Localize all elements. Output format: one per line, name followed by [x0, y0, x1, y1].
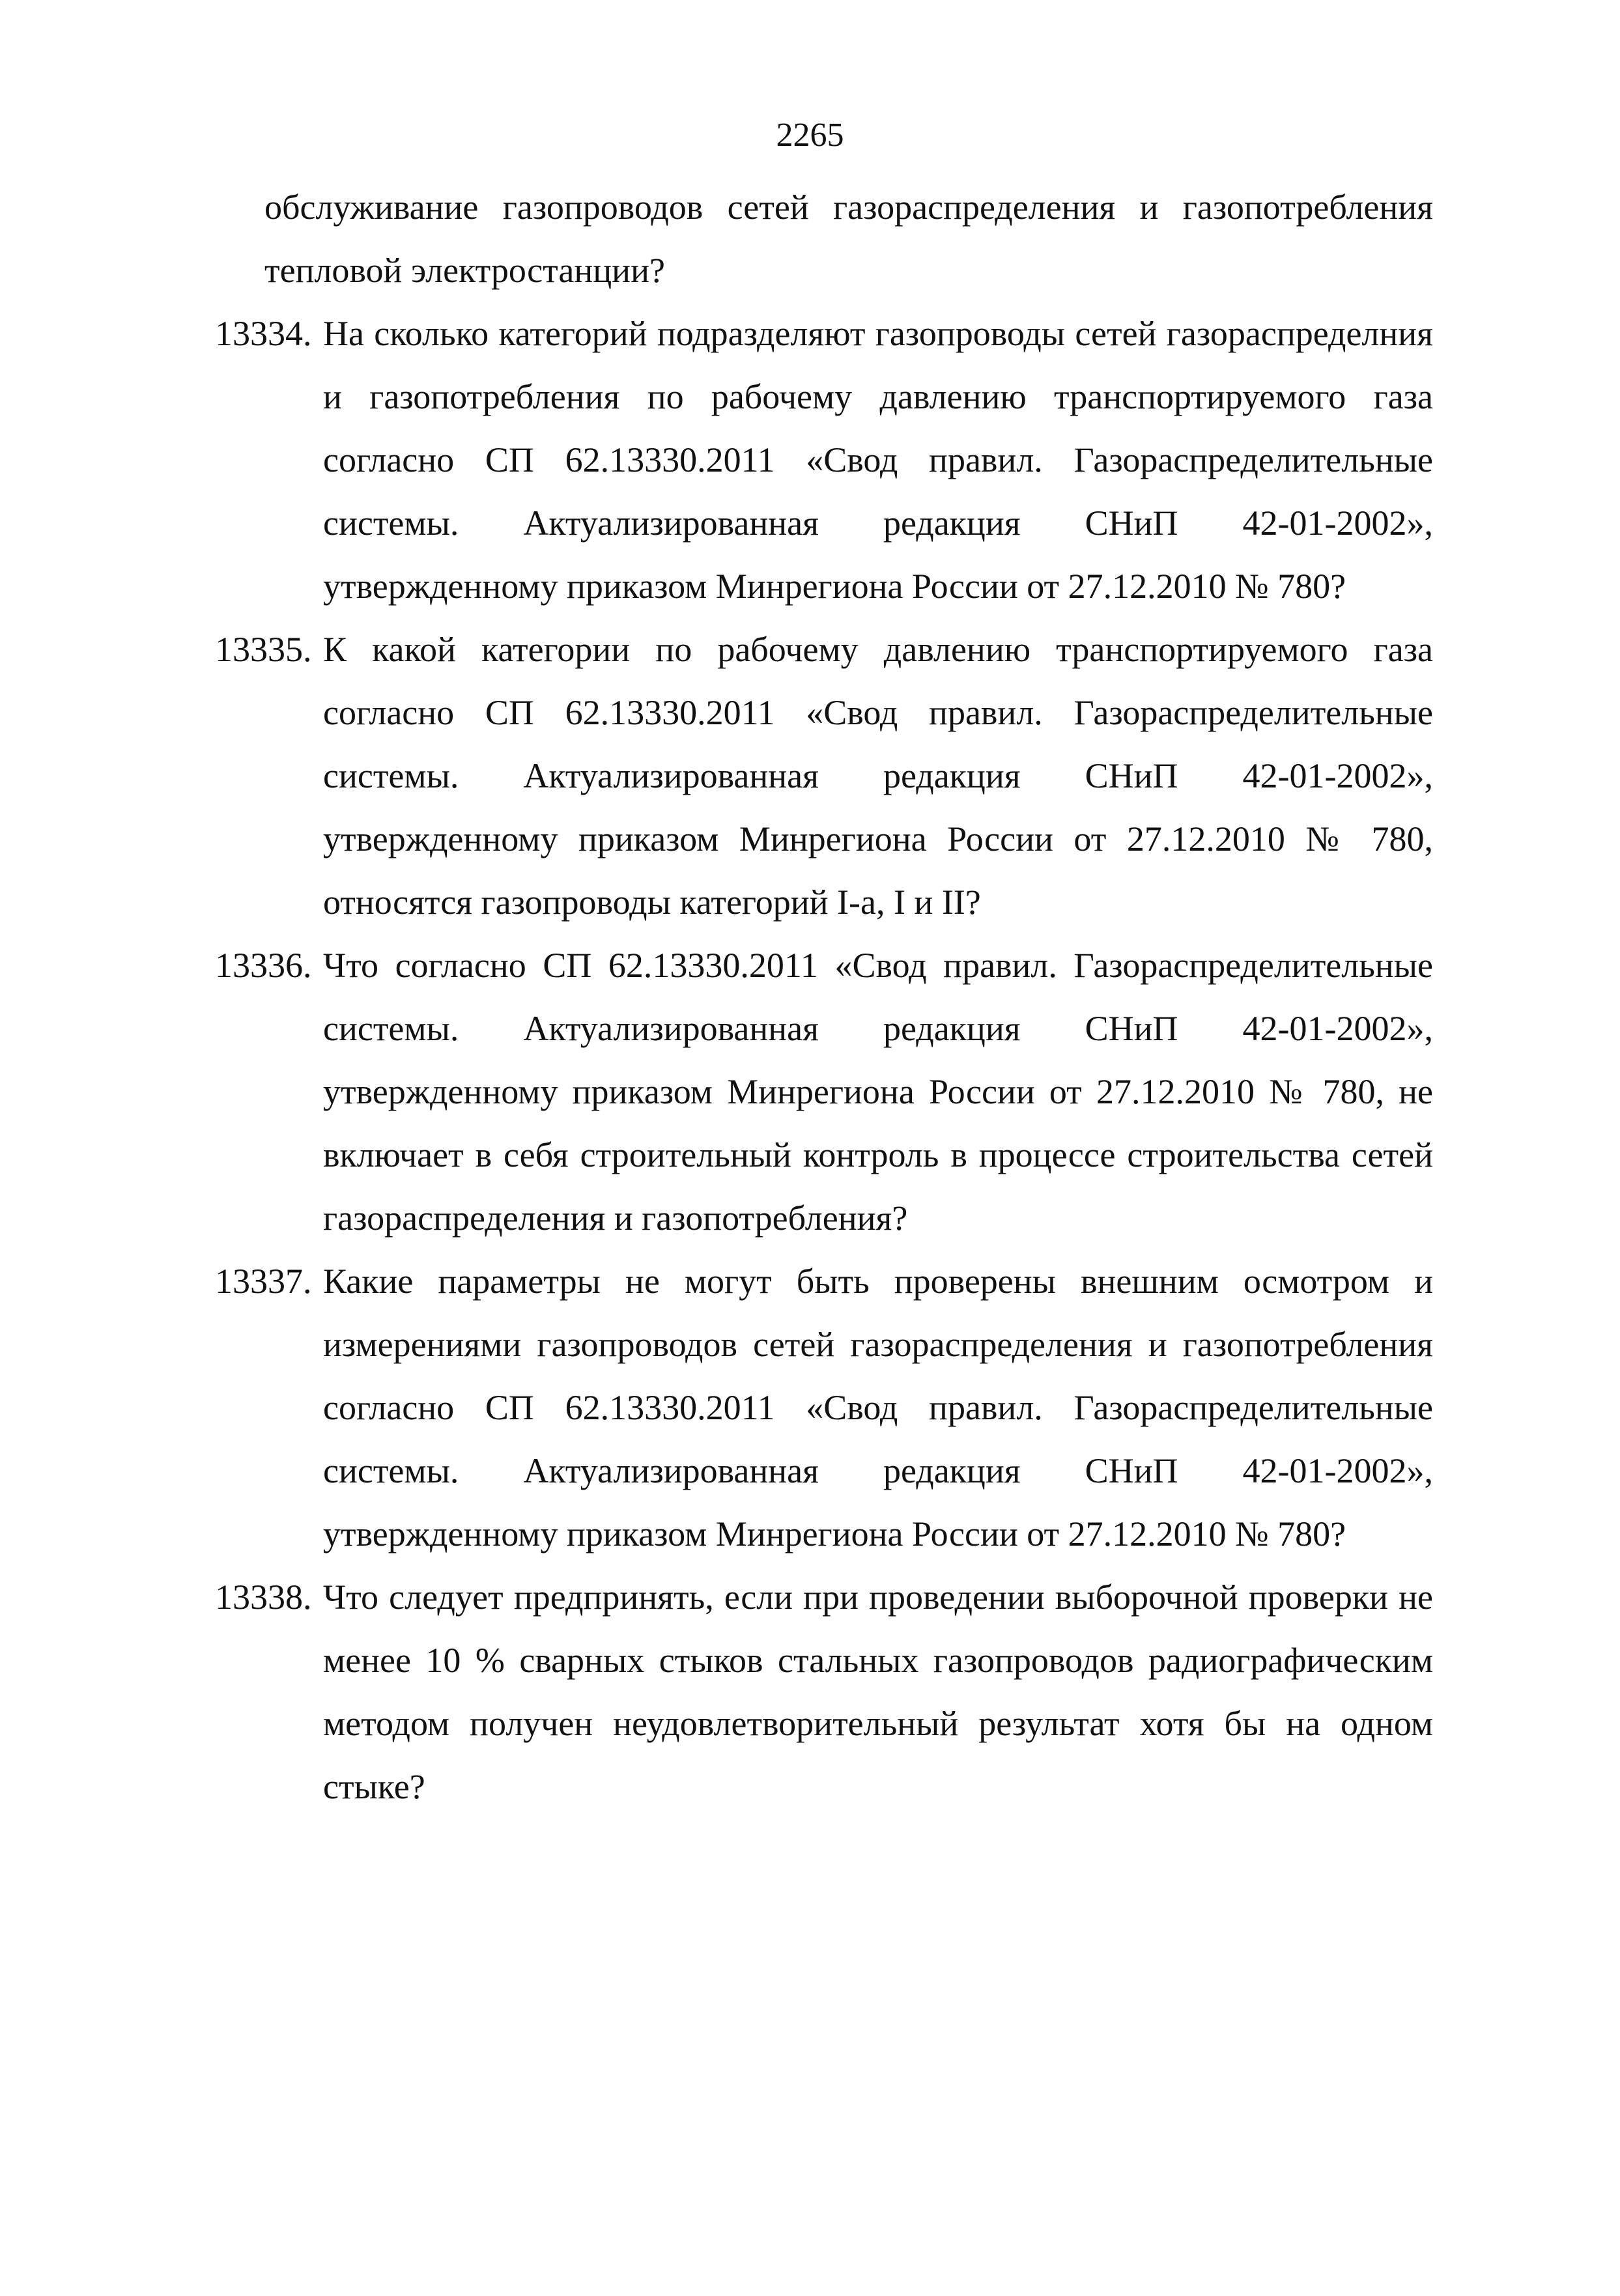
question-text: На сколько категорий подразделяют газопроводы сетей газораспределния и газопотребления по рабочему давлению транспортируемого газа согласно СП 62.13330.2011 «Свод правил. Газораспределительные системы. Актуализированная редакция СНиП 42-01-2002», утвержденному приказом Минрегиона России от 27.12.2010 № 780?: [323, 314, 1433, 606]
question-13337: [215, 1250, 1433, 1566]
question-13338: [215, 1566, 1433, 1819]
question-list: [215, 176, 1433, 1819]
question-text: Что согласно СП 62.13330.2011 «Свод правил. Газораспределительные системы. Актуализированная редакция СНиП 42-01-2002», утвержденному приказом Минрегиона России от 27.12.2010 № 780, не включает в себя строительный контроль в процессе строительства сетей газораспределения и газопотребления?: [323, 946, 1433, 1238]
question-text: Что следует предпринять, если при проведении выборочной проверки не менее 10 % сварных стыков стальных газопроводов радиографическим методом получен неудовлетворительный результат хотя бы на одном стыке?: [323, 1578, 1433, 1806]
question-13336: [215, 934, 1433, 1250]
continued-question-text: обслуживание газопроводов сетей газораспределения и газопотребления тепловой электростанции?: [264, 188, 1433, 290]
question-number: 13336.: [215, 946, 312, 985]
question-text: К какой категории по рабочему давлению транспортируемого газа согласно СП 62.13330.2011 «Свод правил. Газораспределительные системы. Актуализированная редакция СНиП 42-01-2002», утвержденному приказом Минрегиона России от 27.12.2010 № 780, относятся газопроводы категорий I-а, I и II?: [323, 630, 1433, 922]
question-text: Какие параметры не могут быть проверены внешним осмотром и измерениями газопроводов сетей газораспределения и газопотребления согласно СП 62.13330.2011 «Свод правил. Газораспределительные системы. Актуализированная редакция СНиП 42-01-2002», утвержденному приказом Минрегиона России от 27.12.2010 № 780?: [323, 1262, 1433, 1553]
question-number: 13337.: [215, 1262, 312, 1301]
question-13334: [215, 302, 1433, 618]
page-number: 2265: [776, 117, 844, 154]
question-number: 13335.: [215, 630, 312, 669]
question-number: 13338.: [215, 1578, 312, 1617]
question-number: 13334.: [215, 314, 312, 353]
question-13335: [215, 618, 1433, 934]
